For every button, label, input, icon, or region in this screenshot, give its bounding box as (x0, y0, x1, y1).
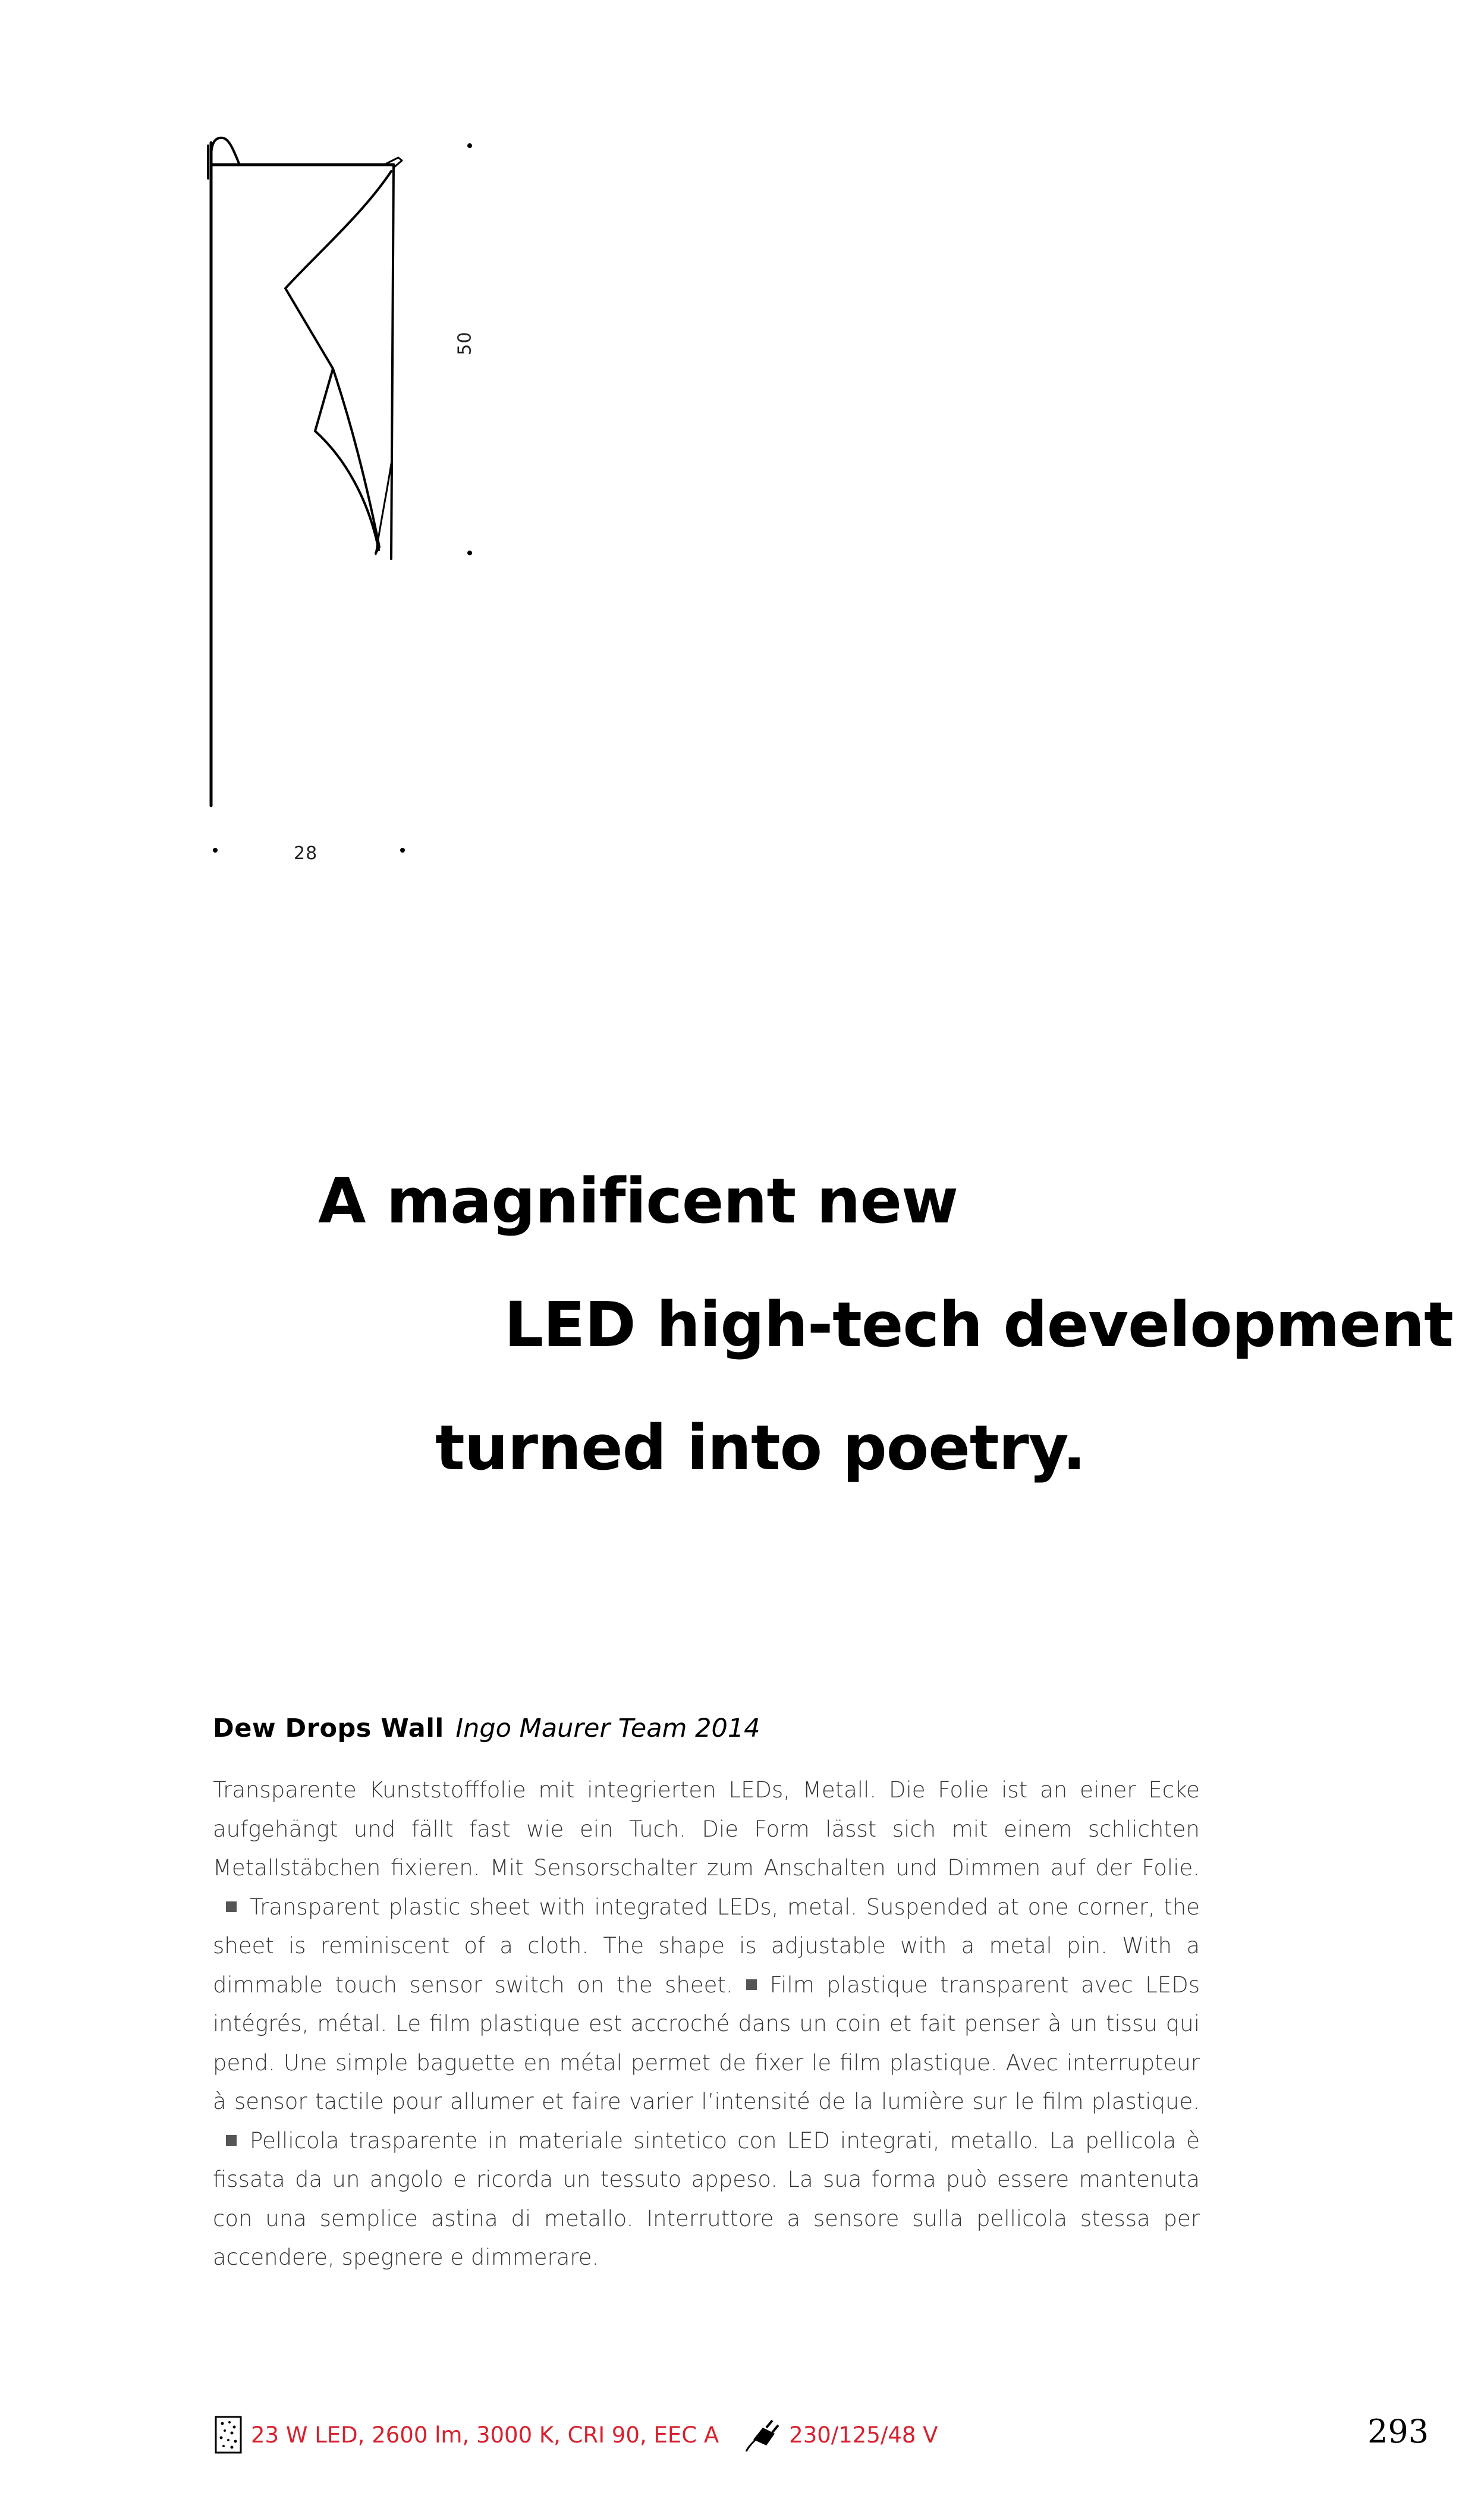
separator-square-icon (226, 2135, 237, 2146)
voltage-specs: 230/125/48 V (789, 2422, 938, 2448)
separator-square-icon (226, 1901, 237, 1912)
led-module-icon (214, 2415, 243, 2454)
separator-square-icon (746, 1979, 757, 1990)
product-name: Dew Drops Wall (213, 1714, 444, 1743)
light-specs: 23 W LED, 2600 lm, 3000 K, CRI 90, EEC A (251, 2422, 719, 2448)
headline-line-2: LED high-tech development (504, 1288, 1453, 1361)
product-title (213, 1714, 760, 1743)
headline-line-1: A magnificent new (318, 1165, 958, 1237)
technical-specs (214, 2414, 938, 2456)
power-plug-icon (743, 2416, 781, 2454)
page-number: 293 (1367, 2413, 1429, 2450)
headline-line-3: turned into poetry. (435, 1412, 1086, 1484)
lamp-technical-drawing (202, 131, 511, 898)
description-german: Transparente Kunststofffolie mit integrierten LEDs, Metall. Die Folie ist an einer Ecke aufgehängt und fällt fast wie ein Tuch. Die Form lässt sich mit einem schlichten Metallstäbchen fixieren. Mit Sensorschalter zum Anschalten und Dimmen auf der Folie. (213, 1777, 1200, 1881)
width-dimension-label: 28 (294, 843, 318, 864)
description-french: Film plastique transparent avec LEDs intégrés, métal. Le film plastique est accroché dans un coin et fait penser à un tissu qui pend. Une simple baguette en métal permet de fixer le film plastique. Avec interrupteur à sensor tactile pour allumer et faire varier l’intensité de la lumière sur le film plastique. (213, 1972, 1200, 2114)
height-dimension-label: 50 (454, 331, 476, 356)
description-italian: Pellicola trasparente in materiale sintetico con LED integrati, metallo. La pellicola è fissata da un angolo e ricorda un tessuto appeso. La sua forma può essere mantenuta con una semplice astina di metallo. Interruttore a sensore sulla pellicola stessa per accendere, spegnere e dimmerare. (213, 2127, 1200, 2270)
description-english: Transparent plastic sheet with integrated LEDs, metal. Suspended at one corner, the sheet is reminiscent of a cloth. The shape is adjustable with a metal pin. With a dimmable touch sensor switch on the sheet. (213, 1894, 1200, 1998)
product-designer: Ingo Maurer Team 2014 (455, 1714, 760, 1743)
product-description (213, 1771, 1200, 2277)
